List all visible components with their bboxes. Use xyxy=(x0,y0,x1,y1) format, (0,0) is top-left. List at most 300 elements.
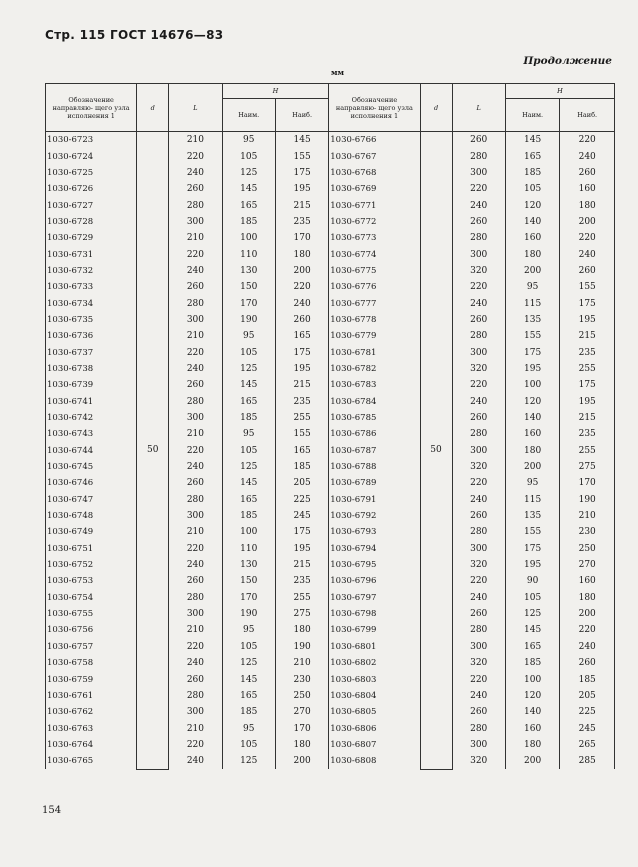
right-H-max-cell: 260 xyxy=(560,165,615,181)
left-L-cell: 210 xyxy=(169,426,222,442)
right-H-min-cell: 140 xyxy=(505,214,560,230)
left-H-min-cell: 170 xyxy=(222,590,275,606)
left-H-min-cell: 95 xyxy=(222,132,275,149)
right-designation-cell: 1030-6788 xyxy=(329,459,420,475)
left-H-max-cell: 210 xyxy=(275,655,328,671)
header-min-left: Наим. xyxy=(222,99,275,132)
right-H-max-cell: 200 xyxy=(560,214,615,230)
left-L-cell: 280 xyxy=(169,688,222,704)
left-H-min-cell: 125 xyxy=(222,361,275,377)
right-designation-cell: 1030-6766 xyxy=(329,132,420,149)
left-designation-cell: 1030-6741 xyxy=(46,394,137,410)
left-H-min-cell: 145 xyxy=(222,377,275,393)
right-H-max-cell: 270 xyxy=(560,557,615,573)
right-d-cell: 50 xyxy=(420,132,452,770)
table-row xyxy=(46,737,615,753)
left-H-min-cell: 100 xyxy=(222,524,275,540)
left-L-cell: 220 xyxy=(169,246,222,262)
left-L-cell: 240 xyxy=(169,361,222,377)
left-L-cell: 220 xyxy=(169,737,222,753)
table-row xyxy=(46,475,615,491)
right-L-cell: 300 xyxy=(452,737,505,753)
page-number: 154 xyxy=(42,805,62,816)
right-L-cell: 320 xyxy=(452,753,505,769)
left-H-max-cell: 180 xyxy=(275,246,328,262)
header-d-right: d xyxy=(420,84,452,132)
right-H-min-cell: 125 xyxy=(505,606,560,622)
left-H-min-cell: 130 xyxy=(222,263,275,279)
right-H-max-cell: 260 xyxy=(560,263,615,279)
right-H-min-cell: 135 xyxy=(505,312,560,328)
right-H-min-cell: 180 xyxy=(505,443,560,459)
right-designation-cell: 1030-6775 xyxy=(329,263,420,279)
right-L-cell: 240 xyxy=(452,590,505,606)
left-L-cell: 220 xyxy=(169,148,222,164)
right-H-min-cell: 140 xyxy=(505,410,560,426)
right-H-min-cell: 185 xyxy=(505,165,560,181)
left-H-min-cell: 145 xyxy=(222,671,275,687)
left-H-max-cell: 195 xyxy=(275,361,328,377)
right-H-max-cell: 240 xyxy=(560,148,615,164)
left-designation-cell: 1030-6738 xyxy=(46,361,137,377)
left-H-min-cell: 165 xyxy=(222,197,275,213)
left-designation-cell: 1030-6733 xyxy=(46,279,137,295)
left-designation-cell: 1030-6725 xyxy=(46,165,137,181)
left-designation-cell: 1030-6753 xyxy=(46,573,137,589)
right-L-cell: 260 xyxy=(452,508,505,524)
right-H-min-cell: 160 xyxy=(505,426,560,442)
right-L-cell: 280 xyxy=(452,622,505,638)
left-designation-cell: 1030-6761 xyxy=(46,688,137,704)
header-d-left: d xyxy=(137,84,169,132)
header-designation-left: Обозначение направляю- щего узла исполнения 1 xyxy=(46,84,137,132)
left-designation-cell: 1030-6749 xyxy=(46,524,137,540)
left-L-cell: 210 xyxy=(169,230,222,246)
table-row xyxy=(46,704,615,720)
right-L-cell: 280 xyxy=(452,524,505,540)
left-L-cell: 280 xyxy=(169,492,222,508)
right-L-cell: 240 xyxy=(452,394,505,410)
right-H-max-cell: 160 xyxy=(560,181,615,197)
left-H-max-cell: 195 xyxy=(275,181,328,197)
right-H-min-cell: 200 xyxy=(505,753,560,769)
left-H-min-cell: 130 xyxy=(222,557,275,573)
left-H-max-cell: 215 xyxy=(275,197,328,213)
table-row xyxy=(46,622,615,638)
right-H-max-cell: 215 xyxy=(560,328,615,344)
left-designation-cell: 1030-6754 xyxy=(46,590,137,606)
right-L-cell: 260 xyxy=(452,410,505,426)
right-L-cell: 260 xyxy=(452,312,505,328)
table-row xyxy=(46,557,615,573)
right-H-min-cell: 105 xyxy=(505,590,560,606)
right-designation-cell: 1030-6808 xyxy=(329,753,420,769)
left-H-max-cell: 175 xyxy=(275,344,328,360)
left-H-min-cell: 100 xyxy=(222,230,275,246)
right-designation-cell: 1030-6777 xyxy=(329,295,420,311)
right-H-min-cell: 165 xyxy=(505,148,560,164)
right-L-cell: 260 xyxy=(452,606,505,622)
right-L-cell: 280 xyxy=(452,148,505,164)
left-H-min-cell: 105 xyxy=(222,639,275,655)
left-L-cell: 240 xyxy=(169,557,222,573)
right-L-cell: 320 xyxy=(452,655,505,671)
left-H-min-cell: 185 xyxy=(222,704,275,720)
right-H-min-cell: 200 xyxy=(505,459,560,475)
left-H-max-cell: 260 xyxy=(275,312,328,328)
right-H-min-cell: 155 xyxy=(505,328,560,344)
header-max-left: Наиб. xyxy=(275,99,328,132)
dimensions-table xyxy=(45,83,615,770)
right-L-cell: 300 xyxy=(452,344,505,360)
right-H-min-cell: 120 xyxy=(505,197,560,213)
right-designation-cell: 1030-6784 xyxy=(329,394,420,410)
right-H-max-cell: 215 xyxy=(560,410,615,426)
left-H-min-cell: 125 xyxy=(222,165,275,181)
left-designation-cell: 1030-6755 xyxy=(46,606,137,622)
left-H-max-cell: 175 xyxy=(275,524,328,540)
right-H-max-cell: 250 xyxy=(560,541,615,557)
left-H-min-cell: 185 xyxy=(222,214,275,230)
left-H-max-cell: 275 xyxy=(275,606,328,622)
right-H-max-cell: 190 xyxy=(560,492,615,508)
right-H-max-cell: 160 xyxy=(560,573,615,589)
left-d-cell: 50 xyxy=(137,132,169,770)
left-H-min-cell: 125 xyxy=(222,459,275,475)
right-H-max-cell: 195 xyxy=(560,312,615,328)
right-designation-cell: 1030-6803 xyxy=(329,671,420,687)
right-designation-cell: 1030-6799 xyxy=(329,622,420,638)
right-H-max-cell: 170 xyxy=(560,475,615,491)
right-designation-cell: 1030-6769 xyxy=(329,181,420,197)
right-H-min-cell: 100 xyxy=(505,671,560,687)
right-H-max-cell: 180 xyxy=(560,197,615,213)
left-H-max-cell: 225 xyxy=(275,492,328,508)
right-L-cell: 220 xyxy=(452,377,505,393)
right-L-cell: 320 xyxy=(452,459,505,475)
left-designation-cell: 1030-6752 xyxy=(46,557,137,573)
left-designation-cell: 1030-6735 xyxy=(46,312,137,328)
table-row xyxy=(46,492,615,508)
left-H-max-cell: 145 xyxy=(275,132,328,149)
table-row xyxy=(46,541,615,557)
right-H-max-cell: 260 xyxy=(560,655,615,671)
left-designation-cell: 1030-6762 xyxy=(46,704,137,720)
right-H-min-cell: 120 xyxy=(505,394,560,410)
right-L-cell: 220 xyxy=(452,671,505,687)
right-L-cell: 280 xyxy=(452,426,505,442)
right-H-max-cell: 265 xyxy=(560,737,615,753)
left-L-cell: 240 xyxy=(169,753,222,769)
table-row xyxy=(46,590,615,606)
left-H-min-cell: 185 xyxy=(222,410,275,426)
left-L-cell: 210 xyxy=(169,622,222,638)
right-H-min-cell: 155 xyxy=(505,524,560,540)
left-H-max-cell: 200 xyxy=(275,753,328,769)
right-H-max-cell: 185 xyxy=(560,671,615,687)
right-L-cell: 240 xyxy=(452,197,505,213)
right-designation-cell: 1030-6773 xyxy=(329,230,420,246)
left-H-max-cell: 240 xyxy=(275,295,328,311)
table-row xyxy=(46,181,615,197)
left-H-max-cell: 155 xyxy=(275,426,328,442)
table-row xyxy=(46,508,615,524)
right-H-min-cell: 105 xyxy=(505,181,560,197)
header-L-left: L xyxy=(169,84,222,132)
right-L-cell: 260 xyxy=(452,214,505,230)
table-row xyxy=(46,263,615,279)
right-L-cell: 220 xyxy=(452,181,505,197)
left-H-min-cell: 125 xyxy=(222,753,275,769)
left-H-max-cell: 250 xyxy=(275,688,328,704)
left-designation-cell: 1030-6726 xyxy=(46,181,137,197)
left-designation-cell: 1030-6747 xyxy=(46,492,137,508)
table-row xyxy=(46,655,615,671)
right-designation-cell: 1030-6804 xyxy=(329,688,420,704)
right-designation-cell: 1030-6772 xyxy=(329,214,420,230)
right-H-min-cell: 165 xyxy=(505,639,560,655)
left-L-cell: 260 xyxy=(169,181,222,197)
right-H-min-cell: 195 xyxy=(505,557,560,573)
continuation-label: Продолжение xyxy=(523,55,612,67)
right-designation-cell: 1030-6801 xyxy=(329,639,420,655)
right-H-max-cell: 240 xyxy=(560,246,615,262)
left-H-max-cell: 170 xyxy=(275,720,328,736)
table-row xyxy=(46,394,615,410)
right-H-min-cell: 115 xyxy=(505,295,560,311)
left-L-cell: 260 xyxy=(169,377,222,393)
left-designation-cell: 1030-6737 xyxy=(46,344,137,360)
table-row xyxy=(46,246,615,262)
right-H-min-cell: 145 xyxy=(505,622,560,638)
left-H-min-cell: 165 xyxy=(222,492,275,508)
right-designation-cell: 1030-6792 xyxy=(329,508,420,524)
left-L-cell: 280 xyxy=(169,295,222,311)
left-H-max-cell: 235 xyxy=(275,214,328,230)
table-row xyxy=(46,148,615,164)
right-H-max-cell: 220 xyxy=(560,230,615,246)
right-designation-cell: 1030-6776 xyxy=(329,279,420,295)
left-designation-cell: 1030-6732 xyxy=(46,263,137,279)
right-H-min-cell: 175 xyxy=(505,344,560,360)
table-row xyxy=(46,410,615,426)
left-L-cell: 300 xyxy=(169,214,222,230)
left-designation-cell: 1030-6759 xyxy=(46,671,137,687)
left-designation-cell: 1030-6723 xyxy=(46,132,137,149)
left-H-min-cell: 125 xyxy=(222,655,275,671)
table-row xyxy=(46,606,615,622)
left-designation-cell: 1030-6756 xyxy=(46,622,137,638)
right-L-cell: 320 xyxy=(452,361,505,377)
left-L-cell: 210 xyxy=(169,132,222,149)
table-row xyxy=(46,524,615,540)
right-H-min-cell: 145 xyxy=(505,132,560,149)
left-designation-cell: 1030-6728 xyxy=(46,214,137,230)
left-L-cell: 300 xyxy=(169,606,222,622)
right-H-min-cell: 120 xyxy=(505,688,560,704)
left-L-cell: 240 xyxy=(169,459,222,475)
left-designation-cell: 1030-6743 xyxy=(46,426,137,442)
left-H-min-cell: 110 xyxy=(222,246,275,262)
left-L-cell: 210 xyxy=(169,720,222,736)
left-designation-cell: 1030-6742 xyxy=(46,410,137,426)
right-L-cell: 240 xyxy=(452,688,505,704)
right-designation-cell: 1030-6785 xyxy=(329,410,420,426)
left-H-min-cell: 150 xyxy=(222,279,275,295)
left-H-min-cell: 105 xyxy=(222,148,275,164)
left-designation-cell: 1030-6748 xyxy=(46,508,137,524)
right-H-max-cell: 285 xyxy=(560,753,615,769)
left-designation-cell: 1030-6746 xyxy=(46,475,137,491)
left-H-max-cell: 190 xyxy=(275,639,328,655)
right-H-max-cell: 235 xyxy=(560,344,615,360)
right-designation-cell: 1030-6798 xyxy=(329,606,420,622)
left-H-min-cell: 185 xyxy=(222,508,275,524)
left-designation-cell: 1030-6757 xyxy=(46,639,137,655)
right-L-cell: 300 xyxy=(452,246,505,262)
table-row xyxy=(46,214,615,230)
right-H-min-cell: 180 xyxy=(505,246,560,262)
right-H-max-cell: 220 xyxy=(560,622,615,638)
right-H-min-cell: 185 xyxy=(505,655,560,671)
left-L-cell: 220 xyxy=(169,344,222,360)
right-L-cell: 260 xyxy=(452,132,505,149)
right-L-cell: 320 xyxy=(452,263,505,279)
right-H-max-cell: 275 xyxy=(560,459,615,475)
left-H-max-cell: 165 xyxy=(275,328,328,344)
left-H-min-cell: 105 xyxy=(222,344,275,360)
left-H-min-cell: 95 xyxy=(222,426,275,442)
table-row xyxy=(46,344,615,360)
left-designation-cell: 1030-6751 xyxy=(46,541,137,557)
right-H-max-cell: 175 xyxy=(560,377,615,393)
right-H-max-cell: 175 xyxy=(560,295,615,311)
left-L-cell: 300 xyxy=(169,312,222,328)
header-H-left: H xyxy=(222,84,329,99)
left-designation-cell: 1030-6734 xyxy=(46,295,137,311)
right-H-max-cell: 245 xyxy=(560,720,615,736)
left-designation-cell: 1030-6764 xyxy=(46,737,137,753)
right-H-min-cell: 100 xyxy=(505,377,560,393)
right-L-cell: 240 xyxy=(452,295,505,311)
left-H-min-cell: 110 xyxy=(222,541,275,557)
right-H-min-cell: 115 xyxy=(505,492,560,508)
left-designation-cell: 1030-6739 xyxy=(46,377,137,393)
table-row xyxy=(46,230,615,246)
header-max-right: Наиб. xyxy=(560,99,615,132)
right-H-min-cell: 160 xyxy=(505,720,560,736)
left-L-cell: 220 xyxy=(169,639,222,655)
right-designation-cell: 1030-6771 xyxy=(329,197,420,213)
left-H-max-cell: 155 xyxy=(275,148,328,164)
table-row xyxy=(46,328,615,344)
left-L-cell: 300 xyxy=(169,410,222,426)
right-H-max-cell: 200 xyxy=(560,606,615,622)
left-H-min-cell: 170 xyxy=(222,295,275,311)
right-H-min-cell: 180 xyxy=(505,737,560,753)
left-L-cell: 280 xyxy=(169,590,222,606)
right-H-min-cell: 195 xyxy=(505,361,560,377)
left-L-cell: 260 xyxy=(169,279,222,295)
right-L-cell: 220 xyxy=(452,279,505,295)
right-designation-cell: 1030-6805 xyxy=(329,704,420,720)
left-L-cell: 220 xyxy=(169,541,222,557)
right-designation-cell: 1030-6806 xyxy=(329,720,420,736)
left-H-max-cell: 180 xyxy=(275,737,328,753)
table-row xyxy=(46,361,615,377)
left-H-min-cell: 190 xyxy=(222,606,275,622)
left-H-min-cell: 145 xyxy=(222,475,275,491)
right-H-max-cell: 180 xyxy=(560,590,615,606)
left-H-max-cell: 185 xyxy=(275,459,328,475)
right-designation-cell: 1030-6768 xyxy=(329,165,420,181)
table-row xyxy=(46,426,615,442)
right-designation-cell: 1030-6796 xyxy=(329,573,420,589)
left-H-max-cell: 180 xyxy=(275,622,328,638)
left-designation-cell: 1030-6731 xyxy=(46,246,137,262)
table-row xyxy=(46,197,615,213)
right-H-min-cell: 175 xyxy=(505,541,560,557)
left-H-min-cell: 95 xyxy=(222,328,275,344)
left-L-cell: 220 xyxy=(169,443,222,459)
table-row xyxy=(46,165,615,181)
right-H-max-cell: 205 xyxy=(560,688,615,704)
left-H-min-cell: 105 xyxy=(222,737,275,753)
right-designation-cell: 1030-6807 xyxy=(329,737,420,753)
left-designation-cell: 1030-6724 xyxy=(46,148,137,164)
left-H-max-cell: 170 xyxy=(275,230,328,246)
right-designation-cell: 1030-6793 xyxy=(329,524,420,540)
left-L-cell: 260 xyxy=(169,573,222,589)
right-H-min-cell: 160 xyxy=(505,230,560,246)
right-H-min-cell: 90 xyxy=(505,573,560,589)
table-body xyxy=(46,132,615,770)
right-designation-cell: 1030-6783 xyxy=(329,377,420,393)
right-H-max-cell: 220 xyxy=(560,132,615,149)
left-designation-cell: 1030-6765 xyxy=(46,753,137,769)
left-designation-cell: 1030-6736 xyxy=(46,328,137,344)
right-designation-cell: 1030-6778 xyxy=(329,312,420,328)
right-H-max-cell: 225 xyxy=(560,704,615,720)
right-H-min-cell: 140 xyxy=(505,704,560,720)
right-designation-cell: 1030-6782 xyxy=(329,361,420,377)
table-row xyxy=(46,753,615,769)
right-designation-cell: 1030-6789 xyxy=(329,475,420,491)
table-row xyxy=(46,639,615,655)
header-designation-right: Обозначение направляю- щего узла исполнения 1 xyxy=(329,84,420,132)
header-H-right: H xyxy=(505,84,614,99)
right-L-cell: 220 xyxy=(452,475,505,491)
left-L-cell: 280 xyxy=(169,197,222,213)
right-L-cell: 240 xyxy=(452,492,505,508)
right-L-cell: 300 xyxy=(452,639,505,655)
table-row xyxy=(46,688,615,704)
table-row xyxy=(46,459,615,475)
left-designation-cell: 1030-6745 xyxy=(46,459,137,475)
left-H-max-cell: 200 xyxy=(275,263,328,279)
left-designation-cell: 1030-6729 xyxy=(46,230,137,246)
table-row xyxy=(46,132,615,149)
left-H-max-cell: 195 xyxy=(275,541,328,557)
table-row xyxy=(46,295,615,311)
right-H-min-cell: 95 xyxy=(505,279,560,295)
right-designation-cell: 1030-6781 xyxy=(329,344,420,360)
table-row xyxy=(46,443,615,459)
table-row xyxy=(46,377,615,393)
right-designation-cell: 1030-6767 xyxy=(329,148,420,164)
left-L-cell: 280 xyxy=(169,394,222,410)
left-H-max-cell: 205 xyxy=(275,475,328,491)
